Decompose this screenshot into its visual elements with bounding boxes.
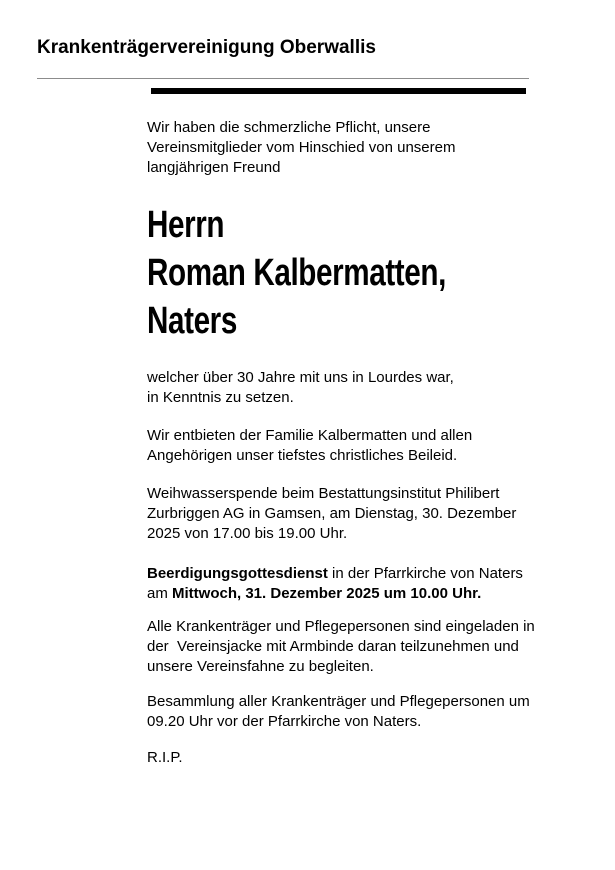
condolence-paragraph	[147, 426, 587, 466]
condolence-line: Angehörigen unser tiefstes christliches Beileid.	[147, 447, 458, 464]
holy-water-line: Zurbriggen AG in Gamsen, am Dienstag, 30. Dezember	[147, 505, 517, 522]
invitation-line: unsere Vereinsfahne zu begleiten.	[147, 658, 374, 675]
funeral-date-time: Mittwoch, 31. Dezember 2025 um 10.00 Uhr.	[172, 585, 482, 602]
deceased-name: Roman Kalbermatten,	[147, 252, 446, 294]
intro-line: Wir haben die schmerzliche Pflicht, unsere	[147, 119, 431, 136]
funeral-line-2	[147, 584, 587, 604]
funeral-am: am	[147, 585, 173, 602]
intro-line: Vereinsmitglieder vom Hinschied von unserem	[147, 139, 456, 156]
deceased-place: Naters	[147, 300, 237, 342]
header-divider-thin	[37, 78, 529, 79]
condolence-line: Wir entbieten der Familie Kalbermatten und allen	[147, 427, 473, 444]
assembly-line: Besammlung aller Krankenträger und Pflegepersonen um	[147, 693, 530, 710]
holy-water-paragraph	[147, 484, 587, 544]
funeral-paragraph	[147, 564, 587, 604]
rip-line: R.I.P.	[147, 749, 183, 766]
invitation-paragraph	[147, 617, 587, 677]
holy-water-line: Weihwasserspende beim Bestattungsinstitut Philibert	[147, 485, 500, 502]
funeral-service-label: Beerdigungsgottesdienst	[147, 565, 328, 582]
lourdes-line: in Kenntnis zu setzen.	[147, 389, 294, 406]
intro-line: langjährigen Freund	[147, 159, 281, 176]
deceased-name-block	[147, 201, 587, 345]
invitation-line: der Vereinsjacke mit Armbinde daran teilzunehmen und	[147, 638, 519, 655]
lourdes-paragraph	[147, 368, 587, 408]
funeral-location: in der Pfarrkirche von Naters	[327, 565, 523, 582]
intro-paragraph	[147, 118, 587, 178]
organization-header: Krankenträgervereinigung Oberwallis	[37, 37, 376, 58]
holy-water-line: 2025 von 17.00 bis 19.00 Uhr.	[147, 525, 348, 542]
assembly-line: 09.20 Uhr vor der Pfarrkirche von Naters.	[147, 713, 422, 730]
funeral-line-1	[147, 564, 587, 584]
assembly-paragraph	[147, 692, 587, 732]
rip-text	[147, 748, 587, 768]
lourdes-line: welcher über 30 Jahre mit uns in Lourdes war,	[147, 369, 454, 386]
invitation-line: Alle Krankenträger und Pflegepersonen sind eingeladen in	[147, 618, 535, 635]
deceased-salutation: Herrn	[147, 204, 225, 246]
header-divider-thick	[151, 88, 526, 94]
